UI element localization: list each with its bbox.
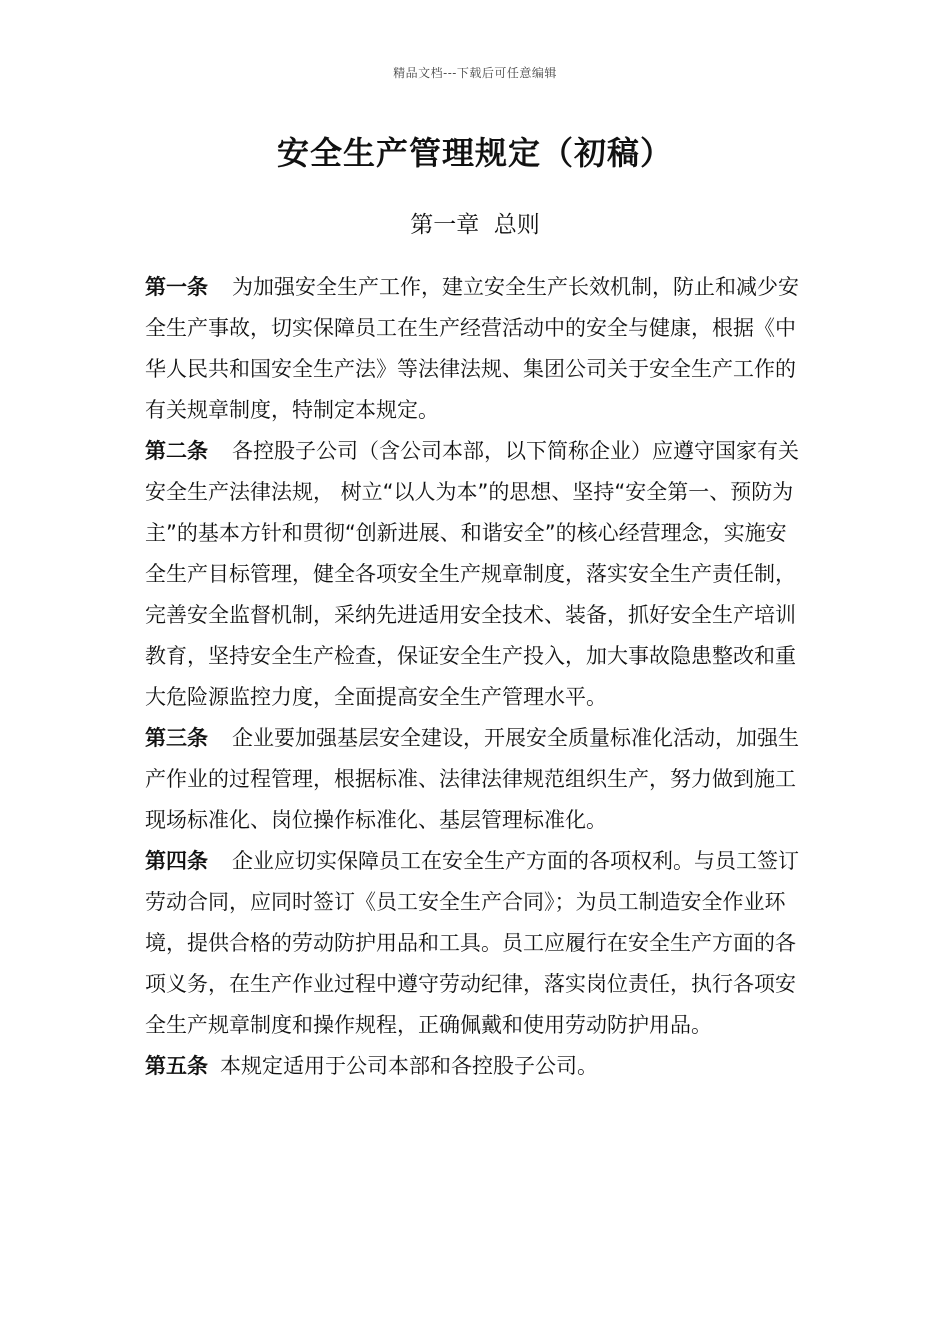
article-label: 第二条 [145, 439, 208, 463]
chapter-heading: 第一章 总则 [410, 212, 540, 238]
article-text: 为加强安全生产工作，建立安全生产长效机制，防止和减少安全生产事故，切实保障员工在生产经营活动中的安全与健康，根据《中华人民共和国安全生产法》等法律法规、集团公司关于安全生产工作的有关规章制度，特制定本规定。 [145, 275, 799, 422]
document-title: 安全生产管理规定（初稿） [276, 134, 673, 172]
article-text: 各控股子公司（含公司本部，以下简称企业）应遵守国家有关安全生产法律法规， 树立“以人为本”的思想、坚持“安全第一、预防为主”的基本方针和贯彻“创新进展、和谐安全”的核心经营理念，实施安全生产目标管理，健全各项安全生产规章制度，落实安全生产责任制，完善安全监督机制，采纳先进适用安全技术、装备，抓好安全生产培训教育，坚持安全生产检查，保证安全生产投入，加大事故隐患整改和重大危险源监控力度，全面提高安全生产管理水平。 [145, 439, 799, 709]
article-3 [145, 718, 807, 841]
article-5 [145, 1046, 807, 1087]
article-4 [145, 841, 807, 1046]
document-body [145, 267, 807, 1087]
article-text: 本规定适用于公司本部和各控股子公司。 [220, 1054, 598, 1078]
article-text: 企业应切实保障员工在安全生产方面的各项权利。与员工签订劳动合同，应同时签订《员工安全生产合同》；为员工制造安全作业环境，提供合格的劳动防护用品和工具。员工应履行在安全生产方面的各项义务，在生产作业过程中遵守劳动纪律，落实岗位责任，执行各项安全生产规章制度和操作规程，正确佩戴和使用劳动防护用品。 [145, 849, 799, 1037]
article-label: 第一条 [145, 275, 208, 299]
article-2 [145, 431, 807, 718]
article-1 [145, 267, 807, 431]
article-label: 第三条 [145, 726, 208, 750]
page-header-watermark: 精品文档---下载后可任意编辑 [393, 66, 557, 80]
article-text: 企业要加强基层安全建设，开展安全质量标准化活动，加强生产作业的过程管理，根据标准、法律法律规范组织生产，努力做到施工现场标准化、岗位操作标准化、基层管理标准化。 [145, 726, 799, 832]
article-label: 第五条 [145, 1054, 208, 1078]
article-label: 第四条 [145, 849, 208, 873]
